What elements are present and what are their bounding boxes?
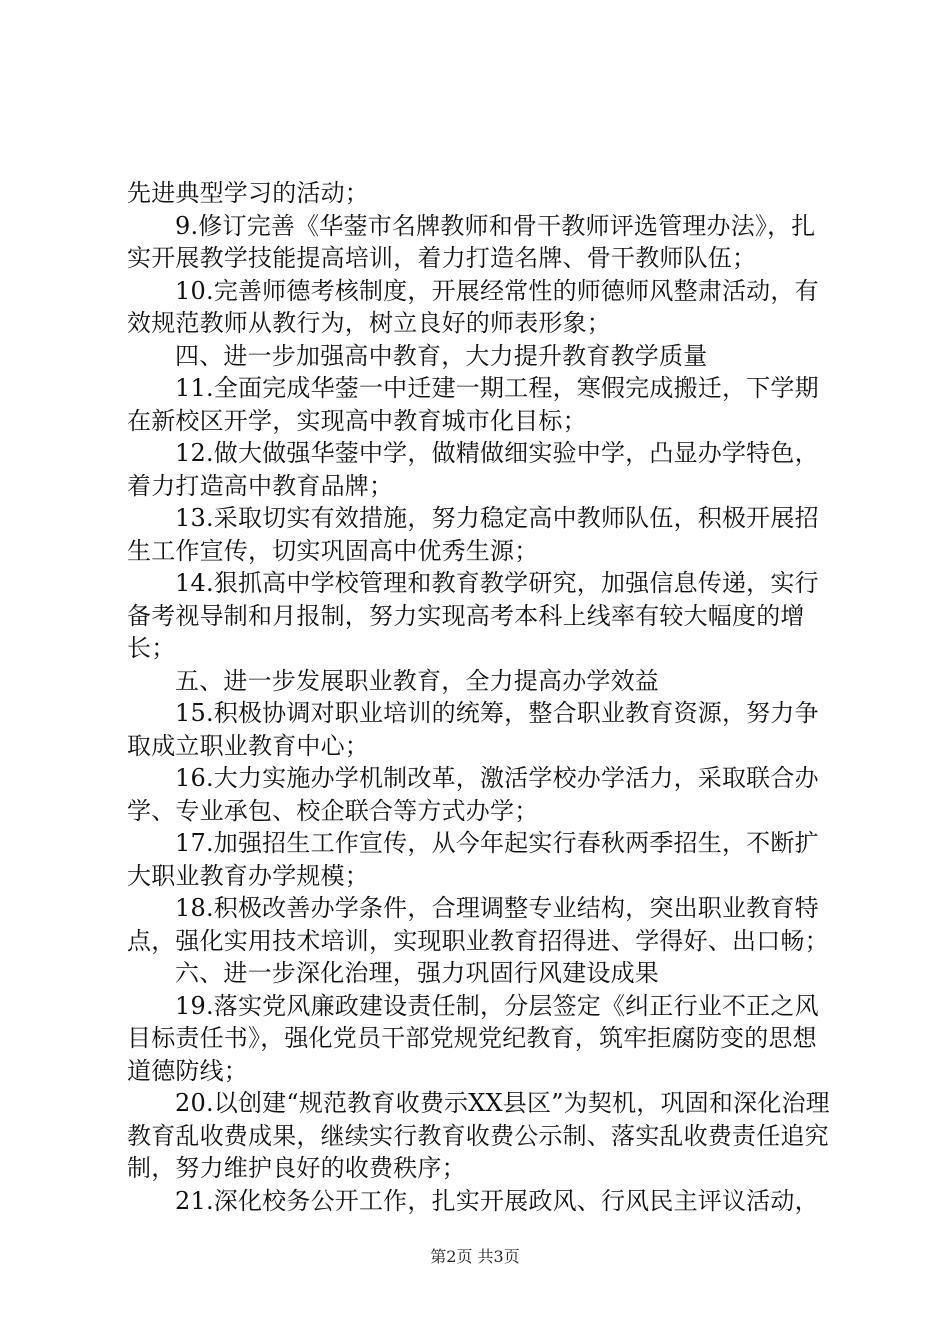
section-heading: 六、进一步深化治理，强力巩固行风建设成果 bbox=[175, 959, 659, 987]
paragraph: 12.做大做强华蓥中学，做精做细实验中学，凸显办学特色，着力打造高中教育品牌； bbox=[127, 439, 819, 500]
page-footer bbox=[0, 1244, 950, 1267]
paragraph: 17.加强招生工作宣传，从今年起实行春秋两季招生，不断扩大职业教育办学规模； bbox=[127, 829, 819, 890]
paragraph: 13.采取切实有效措施，努力稳定高中教师队伍，积极开展招生工作宣传，切实巩固高中优秀生源； bbox=[127, 504, 819, 565]
document-body bbox=[127, 177, 839, 1217]
section-heading: 五、进一步发展职业教育，全力提高办学效益 bbox=[175, 666, 659, 695]
section-heading: 四、进一步加强高中教育，大力提升教育教学质量 bbox=[175, 341, 708, 370]
page-number-label: 第2页 共3页 bbox=[430, 1247, 520, 1266]
paragraph: 16.大力实施办学机制改革，激活学校办学活力，采取联合办学、专业承包、校企联合等方式办学； bbox=[127, 764, 819, 825]
paragraph: 9.修订完善《华蓥市名牌教师和骨干教师评选管理办法》，扎实开展教学技能提高培训，着力打造名牌、骨干教师队伍； bbox=[127, 211, 816, 272]
paragraph: 15.积极协调对职业培训的统筹，整合职业教育资源，努力争取成立职业教育中心； bbox=[127, 699, 819, 760]
paragraph: 20.以创建“规范教育收费示XX县区”为契机，巩固和深化治理教育乱收费成果，继续实行教育收费公示制、落实乱收费责任追究制，努力维护良好的收费秩序； bbox=[127, 1089, 830, 1182]
paragraph: 19.落实党风廉政建设责任制，分层签定《纠正行业不正之风目标责任书》，强化党员干部党规党纪教育，筑牢拒腐防变的思想道德防线； bbox=[127, 991, 819, 1085]
paragraph: 18.积极改善办学条件，合理调整专业结构，突出职业教育特点，强化实用技术培训，实现职业教育招得进、学得好、出口畅； bbox=[127, 894, 829, 955]
paragraph: 10.完善师德考核制度，开展经常性的师德师风整肃活动，有效规范教师从教行为，树立良好的师表形象； bbox=[127, 276, 819, 337]
paragraph: 21.深化校务公开工作，扎实开展政风、行风民主评议活动， bbox=[175, 1186, 819, 1215]
paragraph: 11.全面完成华蓥一中迁建一期工程，寒假完成搬迁，下学期在新校区开学，实现高中教育城市化目标； bbox=[127, 374, 819, 435]
paragraph: 14.狠抓高中学校管理和教育教学研究，加强信息传递，实行备考视导制和月报制，努力实现高考本科上线率有较大幅度的增长； bbox=[127, 569, 819, 662]
paragraph: 先进典型学习的活动； bbox=[127, 179, 369, 207]
